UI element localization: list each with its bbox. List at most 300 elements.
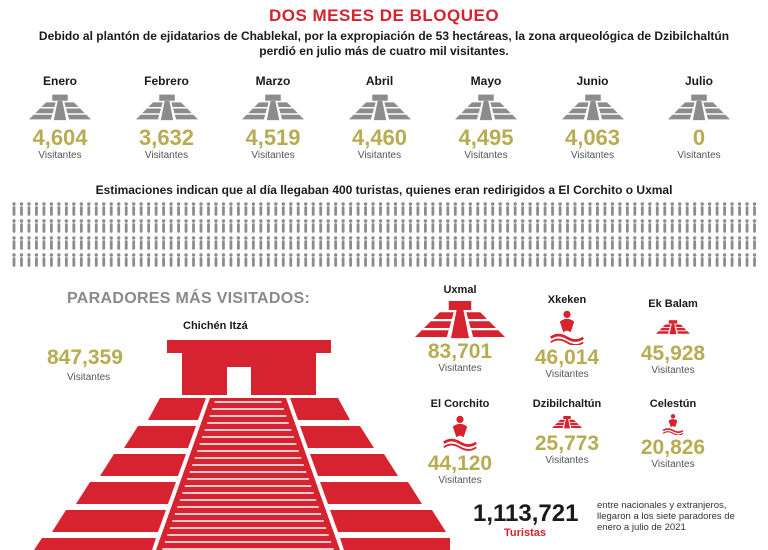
person-icon xyxy=(371,219,374,232)
person-icon xyxy=(424,202,427,215)
person-icon xyxy=(551,253,554,266)
parador-value: 45,928 xyxy=(640,342,706,365)
parador-unit: Visitantes xyxy=(545,455,589,466)
person-icon xyxy=(244,236,247,249)
month-unit: Visitantes xyxy=(357,150,402,161)
person-icon xyxy=(626,236,629,249)
person-icon xyxy=(386,253,389,266)
person-icon xyxy=(95,202,98,215)
month-value: 0 xyxy=(692,125,706,150)
person-icon xyxy=(237,202,240,215)
person-icon xyxy=(663,219,666,232)
person-icon xyxy=(177,219,180,232)
person-icon xyxy=(506,253,509,266)
person-icon xyxy=(723,219,726,232)
month-label: Junio xyxy=(576,74,609,88)
person-icon xyxy=(319,219,322,232)
parador-name: Xkeken xyxy=(547,294,587,306)
person-icon xyxy=(528,253,531,266)
person-icon xyxy=(379,219,382,232)
person-icon xyxy=(334,202,337,215)
month-label: Marzo xyxy=(255,74,291,88)
person-icon xyxy=(431,236,434,249)
person-icon xyxy=(27,219,30,232)
person-icon xyxy=(588,253,591,266)
person-icon xyxy=(626,202,629,215)
person-icon xyxy=(386,236,389,249)
person-icon xyxy=(349,202,352,215)
page-title: DOS MESES DE BLOQUEO xyxy=(268,6,500,25)
person-icon xyxy=(110,236,113,249)
month-abril xyxy=(340,74,420,162)
month-unit: Visitantes xyxy=(570,150,615,161)
person-icon xyxy=(603,253,606,266)
person-icon xyxy=(715,253,718,266)
person-icon xyxy=(356,253,359,266)
person-icon xyxy=(499,236,502,249)
person-icon xyxy=(297,202,300,215)
person-icon xyxy=(700,236,703,249)
person-icon xyxy=(207,236,210,249)
person-icon xyxy=(267,236,270,249)
person-icon xyxy=(409,219,412,232)
person-icon xyxy=(177,202,180,215)
person-icon xyxy=(341,219,344,232)
month-marzo xyxy=(233,74,313,162)
person-icon xyxy=(199,236,202,249)
person-icon xyxy=(87,236,90,249)
person-icon xyxy=(439,236,442,249)
person-icon xyxy=(446,236,449,249)
person-icon xyxy=(12,236,15,249)
person-icon xyxy=(312,219,315,232)
person-icon xyxy=(536,202,539,215)
person-icon xyxy=(484,219,487,232)
person-icon xyxy=(334,236,337,249)
parador-el-corchito xyxy=(405,398,515,487)
person-icon xyxy=(199,202,202,215)
person-icon xyxy=(753,253,756,266)
person-icon xyxy=(678,253,681,266)
person-icon xyxy=(521,219,524,232)
person-icon xyxy=(125,253,128,266)
person-icon xyxy=(678,236,681,249)
person-icon xyxy=(169,219,172,232)
total-visitors-note: entre nacionales y extranjeros, llegaron a los siete paradores de enero a julio de 2021 xyxy=(597,500,735,533)
person-icon xyxy=(341,253,344,266)
person-icon xyxy=(192,219,195,232)
person-icon xyxy=(80,236,83,249)
person-icon xyxy=(252,202,255,215)
person-icon xyxy=(581,202,584,215)
person-icon xyxy=(723,236,726,249)
person-icon xyxy=(603,202,606,215)
person-icon xyxy=(244,219,247,232)
person-icon xyxy=(611,236,614,249)
person-icon xyxy=(65,236,68,249)
person-icon xyxy=(708,253,711,266)
person-icon xyxy=(50,236,53,249)
parador-unit: Visitantes xyxy=(438,475,482,486)
person-icon xyxy=(439,219,442,232)
person-icon xyxy=(603,236,606,249)
month-unit: Visitantes xyxy=(464,150,508,161)
person-icon xyxy=(730,219,733,232)
person-icon xyxy=(364,253,367,266)
person-icon xyxy=(738,219,741,232)
person-icon xyxy=(484,236,487,249)
person-icon xyxy=(499,219,502,232)
person-icon xyxy=(50,253,53,266)
person-icon xyxy=(626,253,629,266)
parador-value: 44,120 xyxy=(427,452,493,475)
parador-xkeken xyxy=(512,294,622,381)
person-icon xyxy=(745,219,748,232)
person-icon xyxy=(671,253,674,266)
month-label: Febrero xyxy=(144,74,189,88)
person-icon xyxy=(730,202,733,215)
person-icon xyxy=(461,219,464,232)
person-icon xyxy=(551,219,554,232)
person-icon xyxy=(356,202,359,215)
person-icon xyxy=(282,253,285,266)
total-visitors-value: 1,113,721 xyxy=(473,500,579,527)
person-icon xyxy=(252,236,255,249)
cenote-swimmer-icon xyxy=(549,309,585,345)
person-icon xyxy=(536,253,539,266)
month-value: 4,063 xyxy=(564,125,621,150)
paradores-title: PARADORES MÁS VISITADOS: xyxy=(67,290,311,307)
person-icon xyxy=(244,253,247,266)
person-icon xyxy=(214,236,217,249)
person-icon xyxy=(566,219,569,232)
person-icon xyxy=(341,202,344,215)
person-icon xyxy=(738,253,741,266)
person-icon xyxy=(431,219,434,232)
person-icon xyxy=(184,236,187,249)
pyramid-icon xyxy=(136,92,198,122)
person-icon xyxy=(65,253,68,266)
month-value: 4,519 xyxy=(245,125,301,150)
person-icon xyxy=(139,236,142,249)
person-icon xyxy=(379,253,382,266)
person-icon xyxy=(102,202,105,215)
person-icon xyxy=(454,236,457,249)
estimate-text: Estimaciones indican que al día llegaban 400 turistas, quienes eran redirigidos a El Corchito o Uxmal xyxy=(95,183,673,197)
person-icon xyxy=(753,236,756,249)
person-icon xyxy=(401,236,404,249)
pyramid-icon xyxy=(29,92,91,122)
person-icon xyxy=(573,253,576,266)
person-icon xyxy=(431,253,434,266)
person-icon xyxy=(394,202,397,215)
parador-uxmal xyxy=(405,284,515,375)
person-icon xyxy=(581,236,584,249)
person-icon xyxy=(424,219,427,232)
person-icon xyxy=(588,236,591,249)
person-icon xyxy=(416,202,419,215)
person-icon xyxy=(12,253,15,266)
person-icon xyxy=(499,253,502,266)
person-icon xyxy=(401,202,404,215)
parador-name: Dzibilchaltún xyxy=(532,398,602,410)
person-icon xyxy=(618,236,621,249)
person-icon xyxy=(715,236,718,249)
person-icon xyxy=(12,202,15,215)
person-icon xyxy=(469,236,472,249)
month-mayo xyxy=(446,74,526,162)
person-icon xyxy=(20,202,23,215)
person-icon xyxy=(177,253,180,266)
parador-name: El Corchito xyxy=(430,398,490,410)
person-icon xyxy=(72,202,75,215)
person-icon xyxy=(252,253,255,266)
person-icon xyxy=(633,202,636,215)
pyramid-icon xyxy=(562,92,624,122)
person-icon xyxy=(439,202,442,215)
person-icon xyxy=(274,219,277,232)
person-icon xyxy=(558,219,561,232)
person-icon xyxy=(596,202,599,215)
person-icon xyxy=(139,253,142,266)
person-icon xyxy=(700,253,703,266)
person-icon xyxy=(536,219,539,232)
person-icon xyxy=(282,219,285,232)
person-icon xyxy=(618,219,621,232)
chichen-itza-name: Chichén Itzá xyxy=(183,320,248,332)
person-icon xyxy=(42,202,45,215)
person-icon xyxy=(416,219,419,232)
person-icon xyxy=(648,219,651,232)
person-icon xyxy=(588,219,591,232)
person-icon xyxy=(356,219,359,232)
person-icon xyxy=(513,202,516,215)
person-icon xyxy=(326,219,329,232)
person-icon xyxy=(154,202,157,215)
month-label: Julio xyxy=(684,74,713,88)
person-icon xyxy=(334,253,337,266)
person-icon xyxy=(229,202,232,215)
parador-unit: Visitantes xyxy=(438,363,482,374)
person-icon xyxy=(341,236,344,249)
person-icon xyxy=(708,236,711,249)
person-icon xyxy=(27,202,30,215)
person-icon xyxy=(663,236,666,249)
person-icon xyxy=(132,253,135,266)
person-icon xyxy=(528,219,531,232)
parador-value: 83,701 xyxy=(427,340,493,363)
person-icon xyxy=(446,253,449,266)
person-icon xyxy=(319,202,322,215)
person-icon xyxy=(267,253,270,266)
person-icon xyxy=(20,219,23,232)
chichen-itza-unit: Visitantes xyxy=(67,372,111,383)
person-icon xyxy=(169,202,172,215)
person-icon xyxy=(573,202,576,215)
person-icon xyxy=(431,202,434,215)
person-icon xyxy=(700,202,703,215)
person-icon xyxy=(199,219,202,232)
person-icon xyxy=(379,236,382,249)
person-icon xyxy=(641,202,644,215)
person-icon xyxy=(551,202,554,215)
chichen-itza-value: 847,359 xyxy=(47,346,123,369)
person-icon xyxy=(304,236,307,249)
person-icon xyxy=(177,236,180,249)
month-label: Abril xyxy=(365,74,394,88)
person-icon xyxy=(416,253,419,266)
pyramid-icon xyxy=(552,413,582,431)
pyramid-icon xyxy=(349,92,411,122)
person-icon xyxy=(401,219,404,232)
person-icon xyxy=(454,219,457,232)
person-icon xyxy=(364,236,367,249)
person-icon xyxy=(409,236,412,249)
person-icon xyxy=(641,219,644,232)
person-icon xyxy=(394,236,397,249)
person-icon xyxy=(147,253,150,266)
person-icon xyxy=(222,219,225,232)
person-icon xyxy=(543,202,546,215)
person-icon xyxy=(35,236,38,249)
person-icon xyxy=(611,202,614,215)
person-icon xyxy=(50,202,53,215)
person-icon xyxy=(416,236,419,249)
parador-dzibilchaltún xyxy=(512,398,622,467)
person-icon xyxy=(139,219,142,232)
person-icon xyxy=(237,236,240,249)
person-icon xyxy=(543,219,546,232)
person-icon xyxy=(461,253,464,266)
person-icon xyxy=(506,219,509,232)
person-icon xyxy=(753,219,756,232)
parador-ek-balam xyxy=(618,298,728,377)
person-icon xyxy=(671,202,674,215)
person-icon xyxy=(446,202,449,215)
person-icon xyxy=(611,219,614,232)
person-icon xyxy=(723,253,726,266)
person-icon xyxy=(461,202,464,215)
parador-name: Ek Balam xyxy=(648,298,698,310)
month-label: Mayo xyxy=(470,74,502,88)
person-icon xyxy=(162,253,165,266)
person-icon xyxy=(656,219,659,232)
person-icon xyxy=(476,236,479,249)
month-value: 4,460 xyxy=(351,125,408,150)
person-icon xyxy=(543,236,546,249)
person-icon xyxy=(110,219,113,232)
person-icon xyxy=(319,253,322,266)
cenote-swimmer-icon xyxy=(442,413,478,451)
month-value: 3,632 xyxy=(138,125,195,150)
person-icon xyxy=(244,202,247,215)
person-icon xyxy=(648,253,651,266)
person-icon xyxy=(102,236,105,249)
person-icon xyxy=(95,219,98,232)
person-icon xyxy=(214,219,217,232)
person-icon xyxy=(364,219,367,232)
person-icon xyxy=(184,219,187,232)
person-icon xyxy=(708,202,711,215)
person-icon xyxy=(229,253,232,266)
person-icon xyxy=(80,219,83,232)
person-icon xyxy=(513,253,516,266)
person-icon xyxy=(274,253,277,266)
person-icon xyxy=(282,236,285,249)
person-icon xyxy=(267,202,270,215)
month-febrero xyxy=(127,74,207,162)
person-icon xyxy=(65,219,68,232)
person-icon xyxy=(162,236,165,249)
person-icon xyxy=(581,219,584,232)
month-enero xyxy=(20,74,100,162)
person-icon xyxy=(521,202,524,215)
person-icon xyxy=(573,236,576,249)
person-icon xyxy=(491,219,494,232)
swimmer-icon xyxy=(662,413,684,435)
person-icon xyxy=(214,253,217,266)
person-icon xyxy=(656,202,659,215)
person-icon xyxy=(192,236,195,249)
person-icon xyxy=(558,253,561,266)
person-icon xyxy=(274,236,277,249)
person-icon xyxy=(596,236,599,249)
person-icon xyxy=(356,236,359,249)
person-icon xyxy=(207,202,210,215)
person-icon xyxy=(513,219,516,232)
month-value: 4,604 xyxy=(32,125,88,150)
person-icon xyxy=(491,253,494,266)
pyramid-icon xyxy=(415,299,505,339)
person-icon xyxy=(132,219,135,232)
person-icon xyxy=(648,202,651,215)
person-icon xyxy=(454,202,457,215)
person-icon xyxy=(312,253,315,266)
person-icon xyxy=(364,202,367,215)
person-icon xyxy=(461,236,464,249)
person-icon xyxy=(267,219,270,232)
person-icon xyxy=(521,253,524,266)
person-icon xyxy=(326,236,329,249)
person-icon xyxy=(304,253,307,266)
person-icon xyxy=(282,202,285,215)
person-icon xyxy=(80,202,83,215)
person-icon xyxy=(745,236,748,249)
person-icon xyxy=(715,219,718,232)
pyramid-icon xyxy=(455,92,517,122)
person-icon xyxy=(491,202,494,215)
person-icon xyxy=(633,236,636,249)
person-icon xyxy=(289,219,292,232)
person-icon xyxy=(693,219,696,232)
person-icon xyxy=(95,236,98,249)
person-icon xyxy=(162,219,165,232)
person-icon xyxy=(297,253,300,266)
person-icon xyxy=(297,219,300,232)
month-unit: Visitantes xyxy=(38,150,82,161)
person-icon xyxy=(371,202,374,215)
person-icon xyxy=(169,253,172,266)
person-icon xyxy=(394,253,397,266)
person-icon xyxy=(110,202,113,215)
person-icon xyxy=(528,202,531,215)
person-icon xyxy=(57,253,60,266)
person-icon xyxy=(551,236,554,249)
person-icon xyxy=(603,219,606,232)
person-icon xyxy=(715,202,718,215)
person-icon xyxy=(102,219,105,232)
person-icon xyxy=(289,253,292,266)
